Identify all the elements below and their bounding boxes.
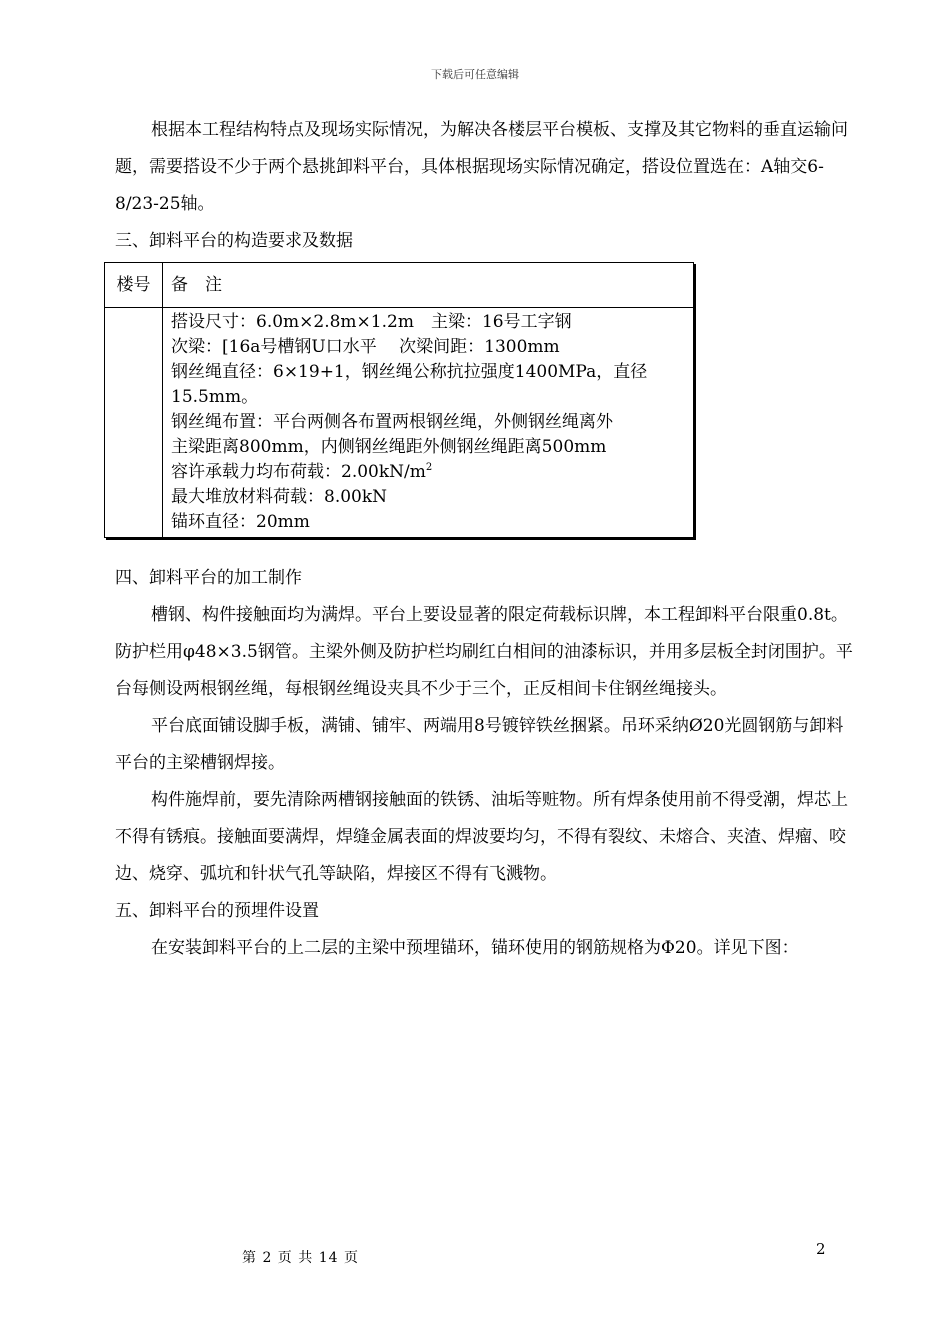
spec-line-load	[171, 460, 685, 485]
section-4-title: 四、卸料平台的加工制作	[115, 568, 302, 588]
table-row	[105, 308, 694, 538]
spec-line: 主梁距离800mm，内侧钢丝绳距外侧钢丝绳距离500mm	[171, 437, 607, 457]
page-header-note: 下载后可任意编辑	[431, 68, 519, 81]
col-remarks-header: 备 注	[163, 263, 694, 308]
section-3-title: 三、卸料平台的构造要求及数据	[115, 231, 353, 251]
spec-line: 最大堆放材料荷载：8.00kN	[171, 487, 388, 507]
page-number: 2	[816, 1240, 826, 1258]
spec-line: 15.5mm。	[171, 387, 259, 407]
spec-line: 钢丝绳布置：平台两侧各布置两根钢丝绳，外侧钢丝绳离外	[171, 412, 613, 432]
load-text: 容许承载力均布荷载：2.00kN/m	[171, 462, 426, 482]
section-5-title: 五、卸料平台的预埋件设置	[115, 901, 319, 921]
section-5-paragraph: 在安装卸料平台的上二层的主梁中预埋锚环，锚环使用的钢筋规格为Φ20。详见下图：	[151, 938, 799, 958]
section-4-paragraph: 平台底面铺设脚手板，满铺、铺牢、两端用8号镀锌铁丝捆紧。吊环采纳Ø20光圆钢筋与卸料平台的主梁槽钢焊接。	[115, 716, 844, 773]
spec-line: 锚环直径：20mm	[171, 512, 310, 532]
table-header-row	[105, 263, 694, 308]
spec-line: 次梁：[16a号槽钢U口水平 次梁间距：1300mm	[171, 337, 560, 357]
building-cell	[105, 308, 163, 538]
spec-line: 搭设尺寸：6.0m×2.8m×1.2m 主梁：16号工字钢	[171, 312, 572, 332]
remarks-cell	[163, 308, 694, 538]
body-block	[115, 560, 855, 967]
platform-spec-table	[104, 262, 694, 538]
page-info: 第 2 页 共 14 页	[242, 1250, 359, 1266]
unit-superscript: 2	[425, 462, 433, 473]
intro-paragraph: 根据本工程结构特点及现场实际情况，为解决各楼层平台模板、支撑及其它物料的垂直运输问题，需要搭设不少于两个悬挑卸料平台，具体根据现场实际情况确定，搭设位置选在：A轴交6-8/23-25轴。	[115, 120, 848, 214]
section-4-paragraph: 构件施焊前，要先清除两槽钢接触面的铁锈、油垢等赃物。所有焊条使用前不得受潮，焊芯上不得有锈痕。接触面要满焊，焊缝金属表面的焊波要均匀，不得有裂纹、未熔合、夹渣、焊瘤、咬边、烧穿、弧坑和针状气孔等缺陷，焊接区不得有飞溅物。	[115, 790, 848, 884]
section-4-paragraph: 槽钢、构件接触面均为满焊。平台上要设显著的限定荷载标识牌，本工程卸料平台限重0.8t。防护栏用φ48×3.5钢管。主梁外侧及防护栏均刷红白相间的油漆标识，并用多层板全封闭围护。平台每侧设两根钢丝绳，每根钢丝绳设夹具不少于三个，正反相间卡住钢丝绳接头。	[115, 605, 853, 699]
col-building-header: 楼号	[105, 263, 163, 308]
spec-line: 钢丝绳直径：6×19+1，钢丝绳公称抗拉强度1400MPa，直径	[171, 362, 648, 382]
intro-block	[115, 112, 855, 260]
